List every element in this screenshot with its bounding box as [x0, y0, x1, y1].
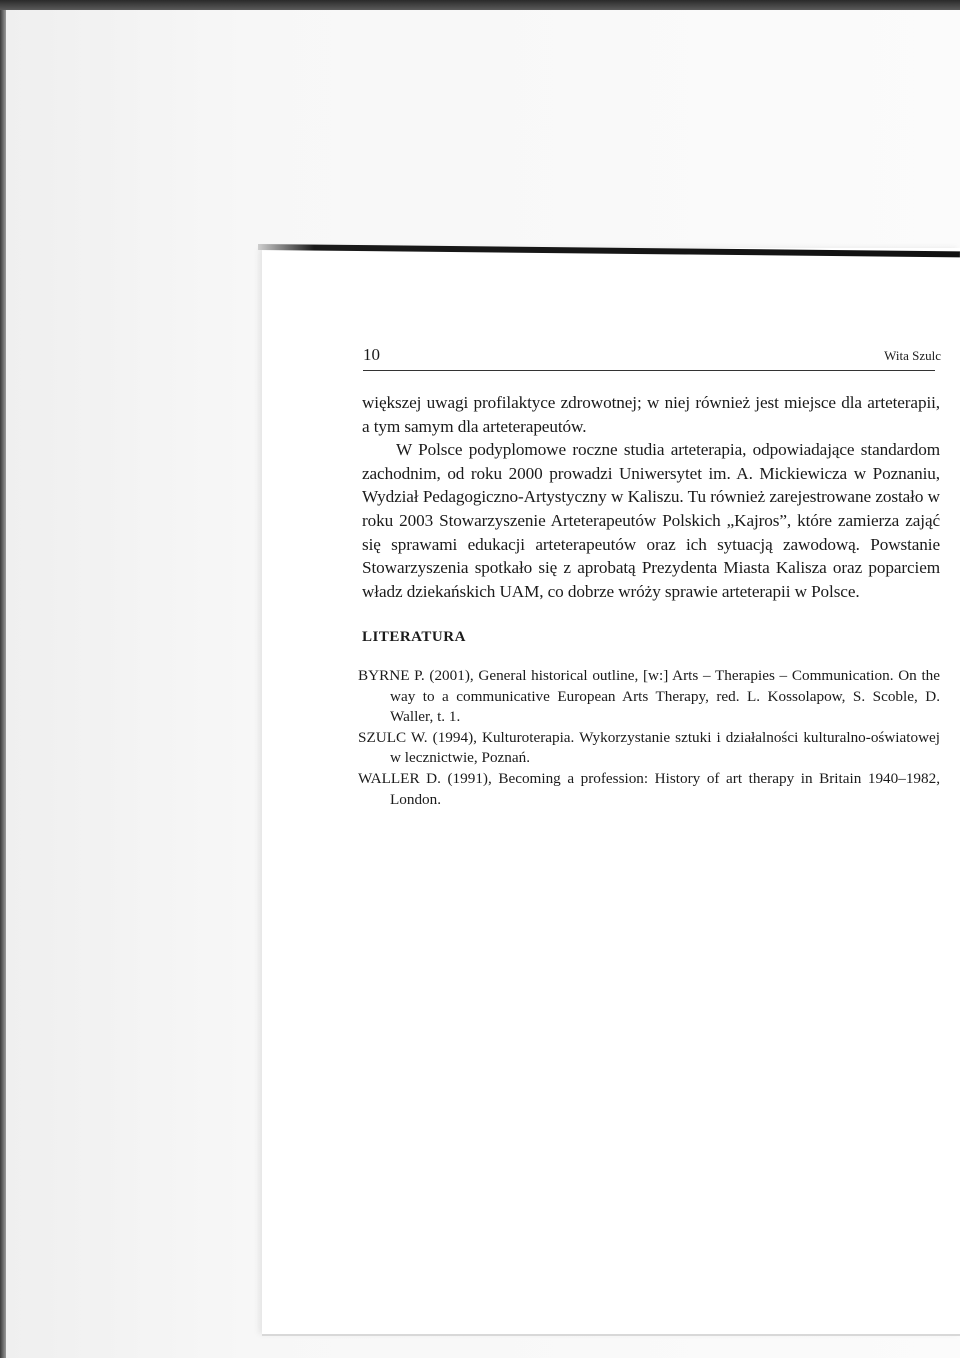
- reference-item: BYRNE P. (2001), General historical outline, [w:] Arts – Therapies – Communication. On the way to a communicative European Arts Therapy, red. L. Kossolapow, S. Scoble, D. Waller, t. 1.: [358, 667, 940, 726]
- reference-list: [358, 666, 940, 810]
- paragraph: większej uwagi profilaktyce zdrowotnej; w niej również jest miejsce dla arteterapii, a tym samym dla arteterapeutów.: [362, 393, 940, 436]
- running-header-author: Wita Szulc: [884, 348, 941, 363]
- body-text: [362, 391, 940, 603]
- literature-heading: LITERATURA: [362, 629, 466, 645]
- page-bottom-edge: [262, 1334, 960, 1336]
- paragraph: W Polsce podyplomowe roczne studia arteterapia, odpowiadające standardom zachodnim, od roku 2000 prowadzi Uniwersytet im. A. Mickiewicza w Poznaniu, Wydział Pedagogiczno-Artystyczny w Kaliszu. Tu również zarejestrowane zostało w roku 2003 Stowarzyszenie Arteterapeutów Polskich „Kajros”, które zamierza zająć się sprawami edukacji arteterapeutów oraz ich sytuacją zawodową. Powstanie Stowarzyszenia spotkało się z aprobatą Prezydenta Miasta Kalisza oraz poparciem władz dziekańskich UAM, co dobrze wróży sprawie arteterapii w Polsce.: [362, 440, 940, 601]
- reference-item: WALLER D. (1991), Becoming a profession: History of art therapy in Britain 1940–1982, London.: [358, 769, 940, 808]
- reference-item: SZULC W. (1994), Kulturoterapia. Wykorzystanie sztuki i działalności kulturalno-oświatowej w lecznictwie, Poznań.: [358, 728, 940, 767]
- scan-top-border: [0, 0, 960, 10]
- page-number: 10: [363, 345, 380, 364]
- running-header: [363, 344, 941, 371]
